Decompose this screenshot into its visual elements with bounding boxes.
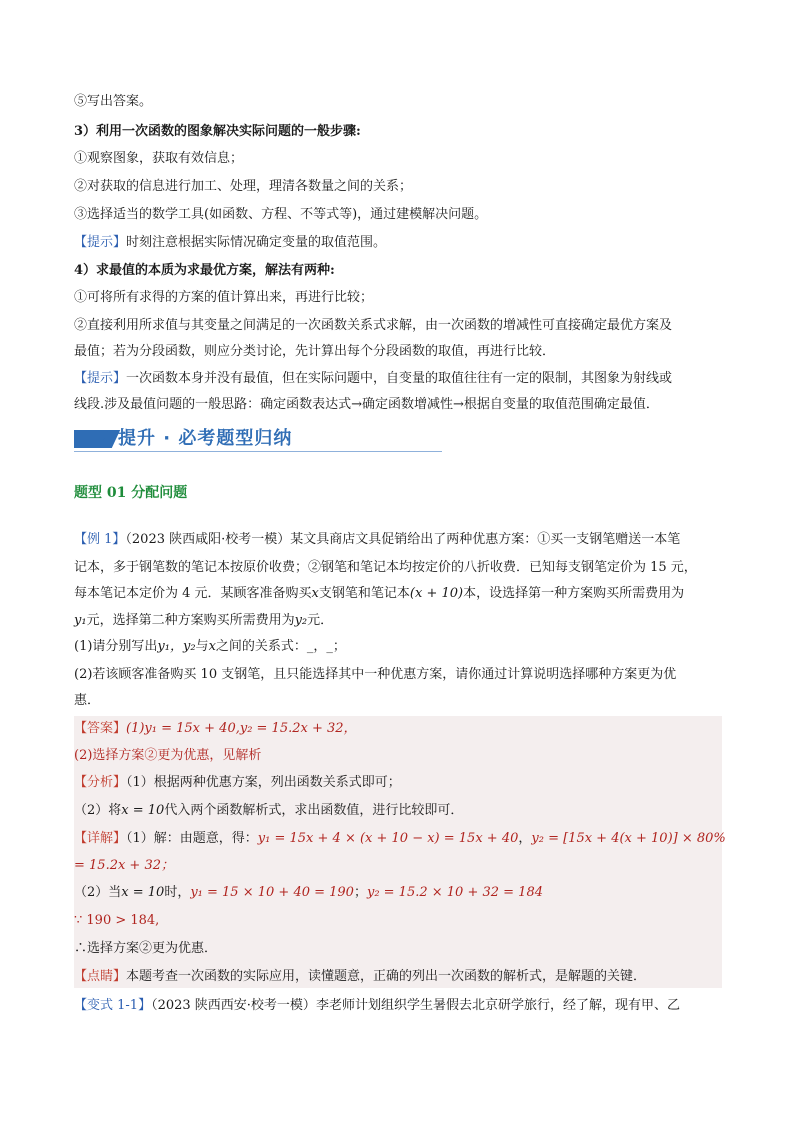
section-3-title: 3）利用一次函数的图象解决实际问题的一般步骤:	[74, 124, 361, 139]
question-1	[74, 638, 724, 656]
variant-tag: 【变式 1-1】	[74, 998, 152, 1013]
detail-3c: 时，	[164, 885, 191, 900]
review-text: 本题考查一次函数的实际应用，读懂题意，正确的列出一次函数的解析式，是解题的关键．	[126, 969, 647, 984]
section-3-step-1: ①观察图象，获取有效信息；	[74, 151, 244, 166]
tip-2a	[74, 370, 724, 388]
example-text-4b: 元．	[307, 613, 334, 628]
section-3-step-3: ③选择适当的数学工具(如函数、方程、不等式等)，通过建模解决问题。	[74, 207, 488, 222]
answer-line-1	[74, 720, 724, 738]
tip-tag: 【提示】	[74, 371, 127, 386]
formula-y1: y₁ = 15x + 4 × (x + 10 − x) = 15x + 40	[257, 831, 519, 846]
answer-1: (1)y₁ = 15x + 40,y₂ = 15.2x + 32，	[126, 721, 357, 736]
calc-y1: y₁ = 15 × 10 + 40 = 190	[190, 885, 354, 900]
var-x: x	[311, 586, 319, 601]
analysis-tag: 【分析】	[74, 775, 127, 790]
q1-text-a: (1)请分别写出	[74, 639, 158, 654]
variant-source: （2023 陕西西安·校考一模）	[151, 998, 316, 1013]
detail-1a: （1）解：由题意，得：	[126, 831, 258, 846]
variant-text: 李老师计划组织学生暑假去北京研学旅行，经了解，现有甲、乙	[315, 998, 680, 1013]
question-2b: 惠．	[74, 693, 101, 708]
detail-line-2: = 15.2x + 32；	[74, 858, 175, 873]
var-y2: y₂	[294, 613, 308, 628]
q1-text-c: 之间的关系式：_，_；	[215, 639, 346, 654]
detail-3e: ；	[353, 885, 367, 900]
tip-2b: 线段.涉及最值问题的一般思路：确定函数表达式→确定函数增减性→根据自变量的取值范围确定最值．	[74, 397, 659, 412]
analysis-2a: （2）将	[74, 803, 122, 818]
review-tag: 【点睛】	[74, 969, 127, 984]
example-tag: 【例 1】	[74, 532, 126, 547]
variant-line	[74, 997, 724, 1015]
intro-step-5: ⑤写出答案。	[74, 94, 153, 109]
example-text-3c: 本，设选择第一种方案购买所需费用为	[463, 586, 685, 601]
analysis-1: （1）根据两种优惠方案，列出函数关系式即可；	[126, 775, 401, 790]
detail-line-1	[74, 830, 724, 848]
var-x: x	[208, 639, 216, 654]
tip-1-text: 时刻注意根据实际情况确定变量的取值范围。	[126, 235, 387, 250]
example-line-4	[74, 612, 724, 630]
analysis-line-2	[74, 802, 724, 820]
analysis-2c: 代入两个函数解析式，求出函数值，进行比较即可．	[164, 803, 464, 818]
calc-y2: y₂ = 15.2 × 10 + 32 = 184	[366, 885, 543, 900]
expr-x-eq-10: x = 10	[121, 885, 165, 900]
example-line-3	[74, 585, 724, 603]
vars-y1-y2: y₁，y₂	[157, 639, 196, 654]
detail-line-5: ∴选择方案②更为优惠．	[74, 941, 218, 956]
example-text-3b: 支钢笔和笔记本	[318, 586, 410, 601]
section-4-method-2a: ②直接利用所求值与其变量之间满足的一次函数关系式求解，由一次函数的增减性可直接确定最优方案及	[74, 318, 673, 333]
review-line	[74, 968, 724, 986]
banner-title: 提升 · 必考题型归纳	[118, 428, 293, 449]
expr-x-plus-10: (x + 10)	[409, 586, 464, 601]
example-line-2: 记本，多于钢笔数的笔记本按原价收费；②钢笔和笔记本均按定价的八折收费．已知每支钢笔定价为 15 元，	[74, 560, 697, 575]
example-text-3a: 每本笔记本定价为 4 元．某顾客准备购买	[74, 586, 312, 601]
formula-y2: y₂ = [15x + 4(x + 10)] × 80%	[531, 831, 726, 846]
detail-1c: ，	[518, 831, 532, 846]
detail-3a: （2）当	[74, 885, 122, 900]
answer-line-2: (2)选择方案②更为优惠，见解析	[74, 748, 262, 763]
detail-line-3	[74, 884, 724, 902]
tip-1	[74, 234, 724, 252]
tip-2a-text: 一次函数本身并没有最值，但在实际问题中，自变量的取值往往有一定的限制，其图象为射线或	[126, 371, 673, 386]
expr-x-eq-10: x = 10	[121, 803, 165, 818]
question-type-heading: 题型 01 分配问题	[74, 485, 188, 501]
section-banner	[74, 424, 442, 452]
example-text-1: 某文具商店文具促销给出了两种优惠方案：①买一支钢笔赠送一本笔	[290, 532, 681, 547]
tip-tag: 【提示】	[74, 235, 127, 250]
section-4-title: 4）求最值的本质为求最优方案，解法有两种:	[74, 263, 335, 278]
q1-text-b: 与	[195, 639, 209, 654]
var-y1: y₁	[74, 613, 87, 628]
section-4-method-1: ①可将所有求得的方案的值计算出来，再进行比较；	[74, 290, 374, 305]
analysis-line-1	[74, 774, 724, 792]
answer-tag: 【答案】	[74, 721, 127, 736]
section-4-method-2b: 最值；若为分段函数，则应分类讨论，先计算出每个分段函数的取值，再进行比较．	[74, 344, 556, 359]
example-text-4a: 元，选择第二种方案购买所需费用为	[86, 613, 295, 628]
question-2a: (2)若该顾客准备购买 10 支钢笔，且只能选择其中一种优惠方案，请你通过计算说明选择哪种方案更为优	[74, 667, 677, 682]
example-line-1	[74, 531, 724, 549]
example-source: （2023 陕西咸阳·校考一模）	[125, 532, 291, 547]
banner-underline	[74, 451, 442, 452]
detail-line-4: ∵ 190 > 184,	[74, 913, 160, 928]
detail-tag: 【详解】	[74, 831, 127, 846]
section-3-step-2: ②对获取的信息进行加工、处理，理清各数量之间的关系；	[74, 179, 413, 194]
